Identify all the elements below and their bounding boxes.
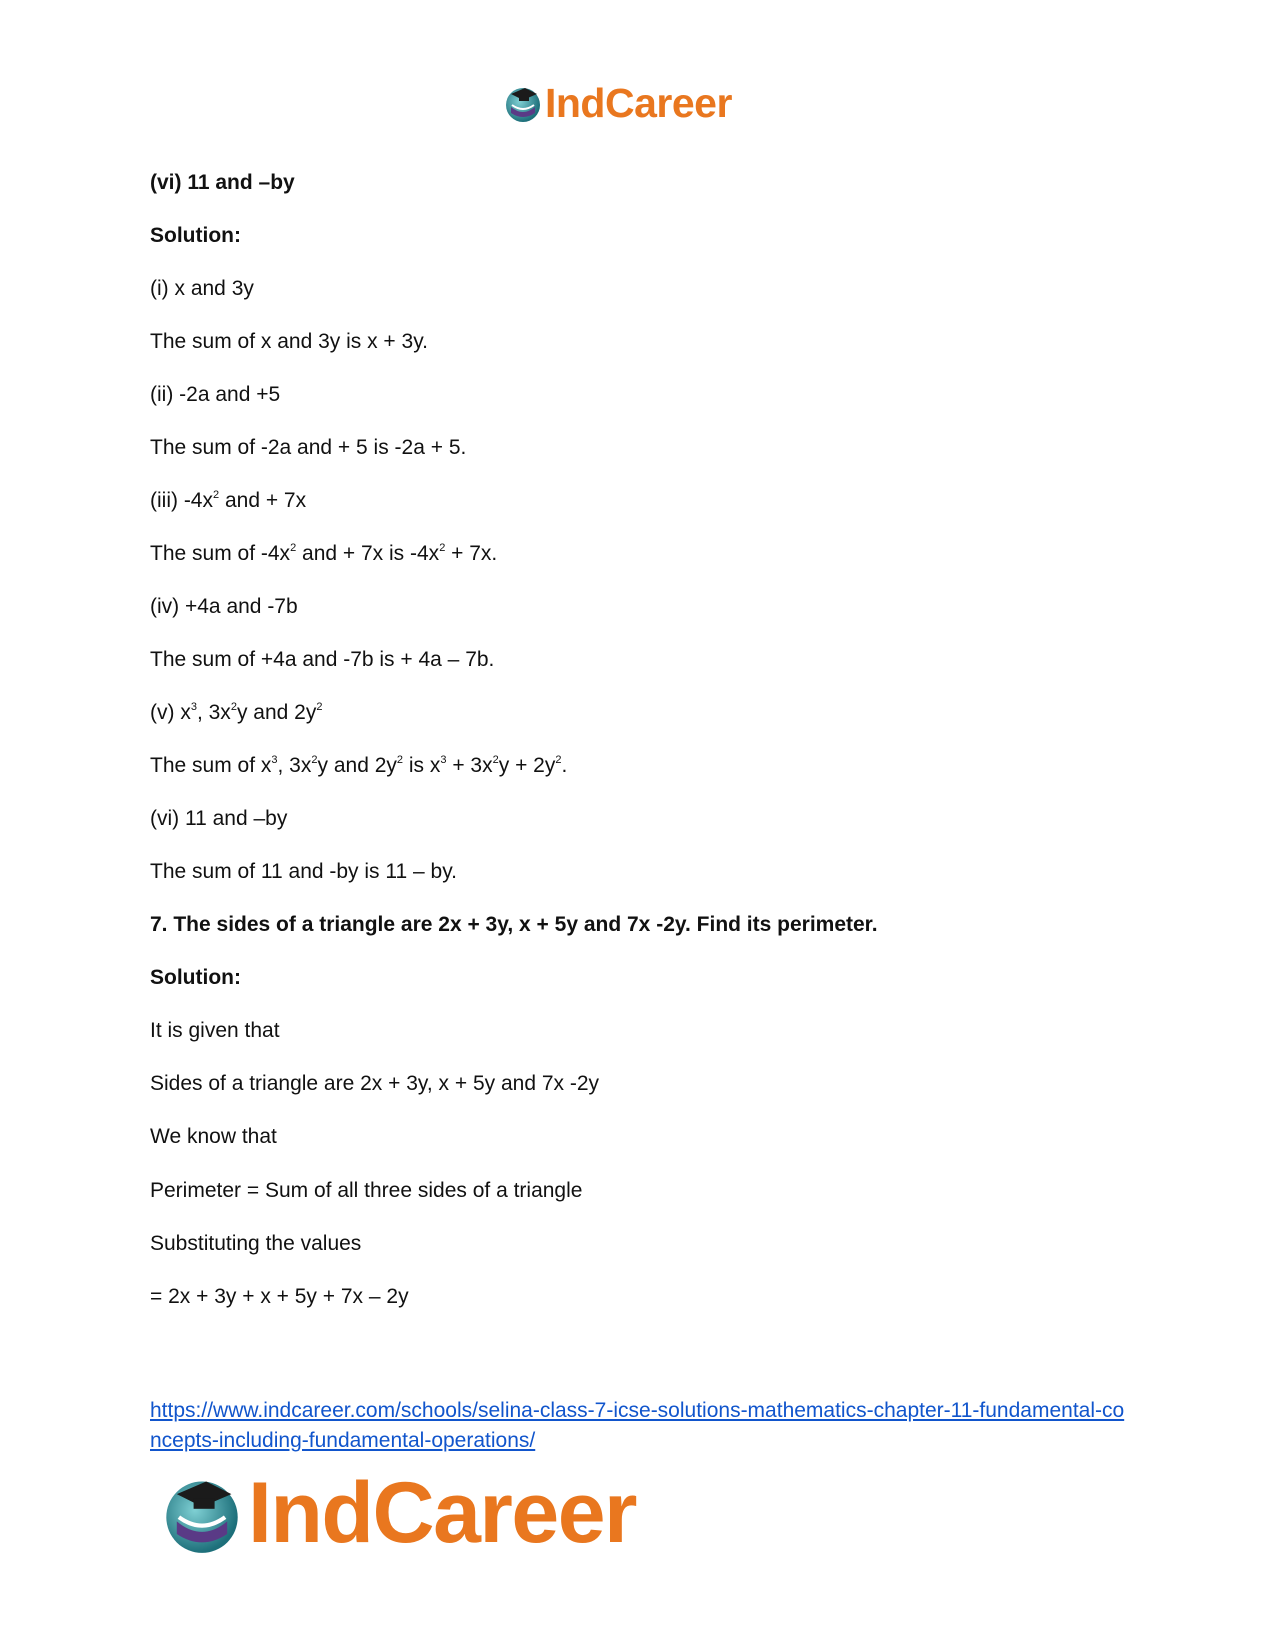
question-part-vi: (vi) 11 and –by bbox=[150, 171, 295, 194]
part-vi-answer: The sum of 11 and -by is 11 – by. bbox=[150, 860, 457, 883]
header-logo bbox=[503, 80, 732, 126]
solution-heading-7: Solution: bbox=[150, 966, 241, 989]
solution-line: We know that bbox=[150, 1125, 277, 1148]
brand-wordmark: IndCareer bbox=[248, 1464, 636, 1561]
footer-logo bbox=[160, 1464, 636, 1561]
graduation-globe-icon bbox=[503, 83, 543, 123]
solution-line: Perimeter = Sum of all three sides of a triangle bbox=[150, 1179, 583, 1202]
part-v-answer: The sum of $x^3$, $3x^2y$ and $2y^2$ is $x^3 + 3x^2y + 2y^2$. bbox=[150, 754, 568, 777]
part-v-label: (v) $x^3$, $3x^2y$ and $2y^2$ bbox=[150, 701, 323, 724]
solution-line: Substituting the values bbox=[150, 1232, 362, 1255]
solution-line: = 2x + 3y + x + 5y + 7x – 2y bbox=[150, 1285, 409, 1308]
part-iii-answer: The sum of $-4x^2$ and + 7x is $-4x^2 + 7x$. bbox=[150, 542, 498, 565]
part-iii-label: (iii) $-4x^2$ and + 7x bbox=[150, 489, 307, 512]
source-url-link[interactable]: https://www.indcareer.com/schools/selina-class-7-icse-solutions-mathematics-chapter-11-fundamental-concepts-including-fundamental-operations/ bbox=[150, 1399, 1125, 1452]
part-i-label: (i) x and 3y bbox=[150, 277, 254, 300]
solution-line: Sides of a triangle are 2x + 3y, x + 5y and 7x -2y bbox=[150, 1072, 600, 1095]
part-ii-answer: The sum of -2a and + 5 is -2a + 5. bbox=[150, 436, 467, 459]
part-ii-label: (ii) -2a and +5 bbox=[150, 383, 281, 406]
solution-heading: Solution: bbox=[150, 224, 241, 247]
question-7: 7. The sides of a triangle are 2x + 3y, x + 5y and 7x -2y. Find its perimeter. bbox=[150, 913, 878, 936]
brand-wordmark: IndCareer bbox=[545, 79, 732, 126]
graduation-globe-icon bbox=[160, 1471, 244, 1555]
part-iv-label: (iv) +4a and -7b bbox=[150, 595, 298, 618]
part-i-answer: The sum of x and 3y is x + 3y. bbox=[150, 330, 428, 353]
part-vi-label: (vi) 11 and –by bbox=[150, 807, 288, 830]
solution-line: It is given that bbox=[150, 1019, 280, 1042]
part-iv-answer: The sum of +4a and -7b is + 4a – 7b. bbox=[150, 648, 495, 671]
